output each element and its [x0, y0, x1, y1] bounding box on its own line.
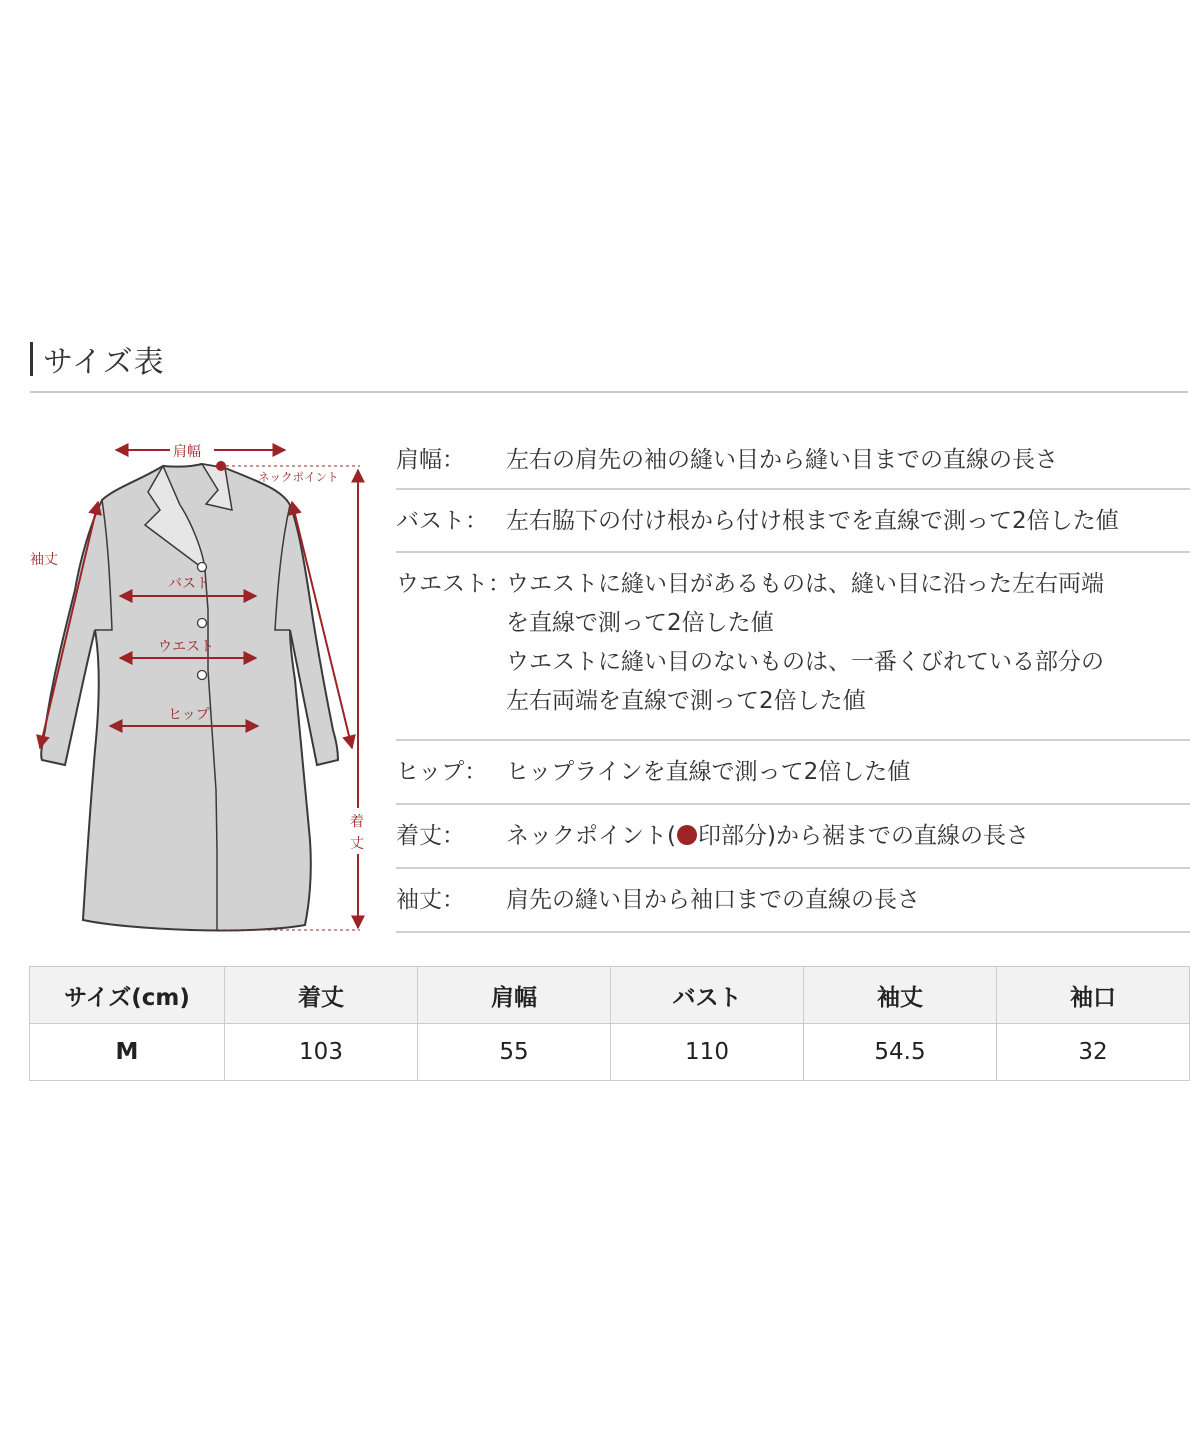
size-table-header — [30, 967, 1190, 1024]
button-2 — [198, 619, 207, 628]
page-title: サイズ表 — [43, 345, 165, 380]
definition-text: ヒップラインを直線で測って2倍した値 — [506, 759, 911, 785]
header-shoulder: 肩幅 — [418, 967, 611, 1024]
neck-point-dot-icon — [677, 825, 697, 845]
header-length: 着丈 — [225, 967, 418, 1024]
cell-size: M — [30, 1024, 225, 1081]
cell-cuff: 32 — [997, 1024, 1190, 1081]
definition-text: 肩先の縫い目から袖口までの直線の長さ — [506, 887, 920, 913]
waist-label: ウエスト — [158, 639, 214, 655]
definition-term: バスト： — [396, 508, 488, 534]
definition-row-bust — [396, 490, 1190, 553]
bust-label: バスト — [168, 576, 210, 592]
definition-text: 左右の肩先の袖の縫い目から縫い目までの直線の長さ — [506, 447, 1058, 473]
definition-text: ウエストに縫い目があるものは、縫い目に沿った左右両端 を直線で測って2倍した値 ウエストに縫い目のないものは、一番くびれている部分の 左右両端を直線で測って2倍した値 — [506, 571, 1104, 714]
definition-term: 肩幅： — [396, 447, 465, 473]
length-label-1: 着 — [350, 814, 364, 830]
measurement-definitions — [396, 430, 1190, 933]
definition-term: ヒップ： — [396, 759, 488, 785]
header-sleeve: 袖丈 — [804, 967, 997, 1024]
definition-term: ウエスト： — [396, 571, 511, 597]
hip-label: ヒップ — [168, 707, 210, 723]
coat-measurement-diagram — [20, 430, 380, 940]
cell-shoulder: 55 — [418, 1024, 611, 1081]
header-size: サイズ(cm) — [30, 967, 225, 1024]
definition-row-length — [396, 805, 1190, 869]
definition-row-hip — [396, 741, 1190, 805]
button-1 — [198, 563, 207, 572]
header-cuff: 袖口 — [997, 967, 1190, 1024]
length-label-2: 丈 — [350, 836, 364, 852]
cell-sleeve: 54.5 — [804, 1024, 997, 1081]
section-title — [30, 338, 165, 380]
definition-text: 左右脇下の付け根から付け根までを直線で測って2倍した値 — [506, 508, 1119, 534]
sleeve-label: 袖丈 — [30, 552, 58, 568]
size-table — [29, 966, 1190, 1081]
definition-row-sleeve — [396, 869, 1190, 933]
table-row — [30, 1024, 1190, 1081]
button-3 — [198, 671, 207, 680]
definition-row-shoulder — [396, 430, 1190, 490]
shoulder-label: 肩幅 — [173, 444, 201, 460]
definition-text: ネックポイント( 印部分)から裾までの直線の長さ — [506, 823, 1029, 849]
title-divider — [30, 391, 1188, 393]
header-bust: バスト — [611, 967, 804, 1024]
definition-term: 着丈： — [396, 823, 465, 849]
definition-row-waist — [396, 553, 1190, 741]
neck-point-label: ネックポイント — [258, 470, 339, 484]
definition-term: 袖丈： — [396, 887, 465, 913]
neck-point-dot — [216, 461, 226, 471]
cell-bust: 110 — [611, 1024, 804, 1081]
title-accent-bar — [30, 342, 33, 376]
cell-length: 103 — [225, 1024, 418, 1081]
